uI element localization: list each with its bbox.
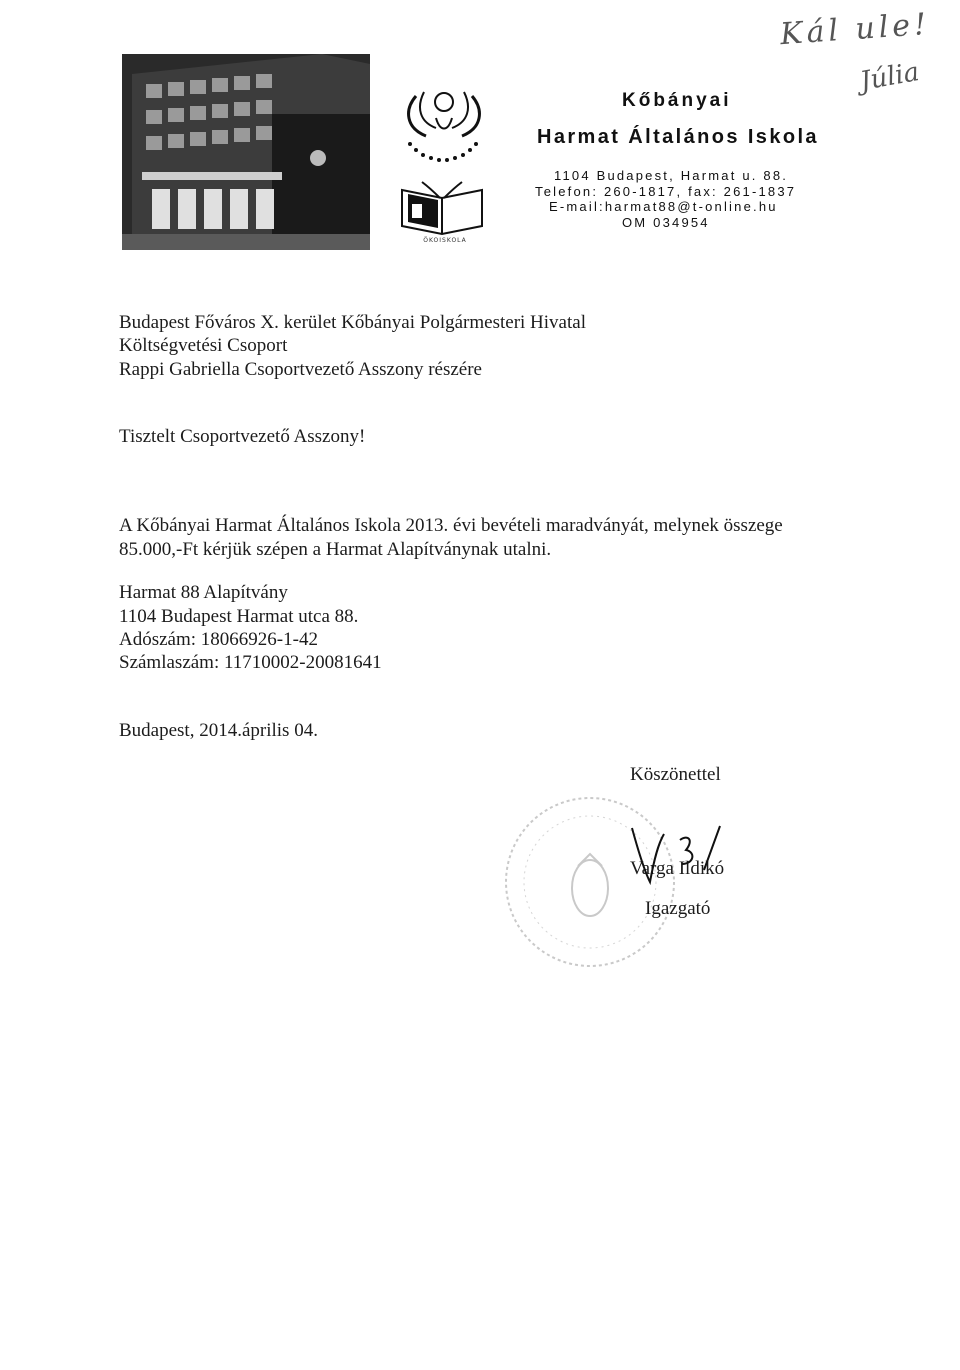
recipient-line: Budapest Főváros X. kerület Kőbányai Polgármesteri Hivatal xyxy=(119,312,586,333)
body-paragraph-line: 85.000,-Ft kérjük szépen a Harmat Alapítványnak utalni. xyxy=(119,539,552,560)
recipient-line: Költségvetési Csoport xyxy=(119,335,288,356)
school-phone-fax: Telefon: 260-1817, fax: 261-1837 xyxy=(535,184,797,199)
foundation-address: 1104 Budapest Harmat utca 88. xyxy=(119,606,359,627)
handwritten-initials: Júlia xyxy=(857,57,922,97)
handwritten-signature xyxy=(620,820,740,895)
closing-thanks: Köszönettel xyxy=(630,764,721,785)
handwritten-note: Kál ule! xyxy=(778,6,932,53)
signer-name: Varga Ildikó xyxy=(630,858,725,879)
letter-date: Budapest, 2014.április 04. xyxy=(119,720,318,741)
school-short-name: Kőbányai xyxy=(622,90,732,111)
foundation-account: Számlaszám: 11710002-20081641 xyxy=(119,652,382,673)
logo-caption: ÖKOISKOLA xyxy=(423,237,467,244)
foundation-name: Harmat 88 Alapítvány xyxy=(119,582,288,603)
school-full-name: Harmat Általános Iskola xyxy=(537,126,819,148)
greeting: Tisztelt Csoportvezető Asszony! xyxy=(119,426,366,447)
school-building-photo xyxy=(122,54,370,250)
school-emblem-logo xyxy=(396,88,492,175)
signer-title: Igazgató xyxy=(645,898,711,919)
school-email: E-mail:harmat88@t-online.hu xyxy=(549,199,778,214)
foundation-tax-id: Adószám: 18066926-1-42 xyxy=(119,629,318,650)
school-address: 1104 Budapest, Harmat u. 88. xyxy=(554,168,789,183)
recipient-line: Rappi Gabriella Csoportvezető Asszony részére xyxy=(119,359,482,380)
body-paragraph-line: A Kőbányai Harmat Általános Iskola 2013. évi bevételi maradványát, melynek összege xyxy=(119,515,783,536)
book-logo xyxy=(394,178,490,241)
school-om-id: OM 034954 xyxy=(622,215,710,230)
